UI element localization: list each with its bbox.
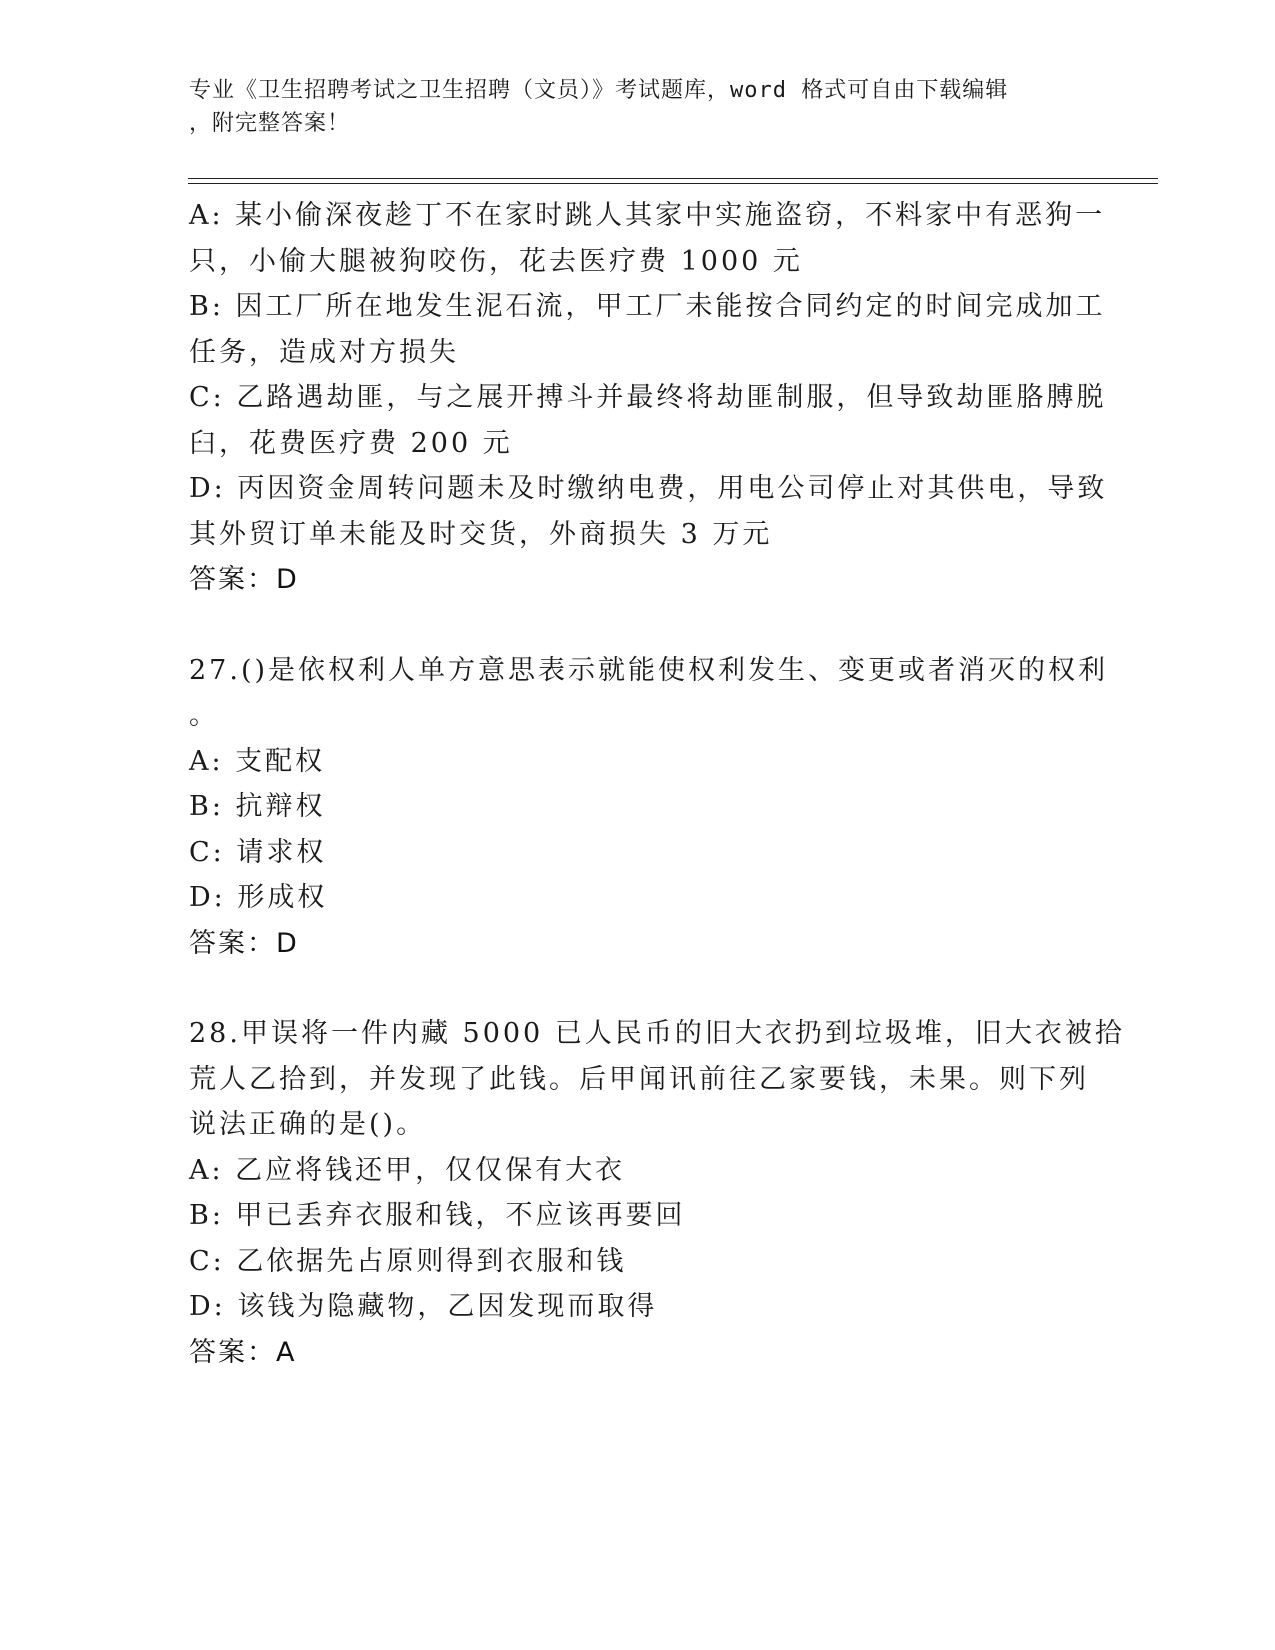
question-stem-line-2: 。 <box>189 700 219 731</box>
option-a: A: 乙应将钱还甲，仅仅保有大衣 <box>189 1154 626 1186</box>
question-list <box>189 193 1125 1375</box>
spacer <box>189 603 1089 648</box>
option-d-line-1: D: 丙因资金周转问题未及时缴纳电费，用电公司停止对其供电，导致 <box>189 473 1108 504</box>
question-stem-line-3: 说法正确的是()。 <box>189 1109 427 1140</box>
question-stem-line-1: 28.甲误将一件内藏 5000 已人民币的旧大衣扔到垃圾堆，旧大衣被拾 <box>189 1018 1125 1049</box>
option-b-line-2: 任务，造成对方损失 <box>189 336 459 368</box>
option-d: D: 形成权 <box>189 882 328 913</box>
header-divider-top <box>188 178 1158 179</box>
answer-26: 答案：D <box>189 564 299 595</box>
option-c: C: 乙依据先占原则得到衣服和钱 <box>189 1245 627 1277</box>
header-line-2: ，附完整答案！ <box>189 111 351 136</box>
answer-27: 答案：D <box>189 927 299 959</box>
question-stem-line-2: 荒人乙拾到，并发现了此钱。后甲闻讯前往乙家要钱，未果。则下列 <box>189 1063 1089 1095</box>
option-b: B: 抗辩权 <box>189 791 326 822</box>
header-divider-bottom <box>188 183 1158 184</box>
option-a: A: 支配权 <box>189 745 326 777</box>
option-c-line-2: 臼，花费医疗费 200 元 <box>189 427 513 459</box>
question-stem-line-1: 27.()是依权利人单方意思表示就能使权利发生、变更或者消灭的权利 <box>189 654 1109 686</box>
option-b-line-1: B: 因工厂所在地发生泥石流，甲工厂未能按合同约定的时间完成加工 <box>189 291 1106 322</box>
question-28 <box>189 1011 1125 1375</box>
option-c: C: 请求权 <box>189 836 327 868</box>
document-header <box>189 74 1069 140</box>
spacer <box>189 966 1089 1011</box>
question-26-options <box>189 193 1108 603</box>
option-d: D: 该钱为隐藏物，乙因发现而取得 <box>189 1291 658 1322</box>
question-27 <box>189 648 1109 967</box>
header-line-1: 专业《卫生招聘考试之卫生招聘（文员）》考试题库，word 格式可自由下载编辑 <box>189 78 1009 103</box>
option-d-line-2: 其外贸订单未能及时交货，外商损失 3 万元 <box>189 518 773 550</box>
answer-28: 答案：A <box>189 1336 297 1368</box>
option-a-line-2: 只，小偷大腿被狗咬伤，花去医疗费 1000 元 <box>189 245 803 277</box>
option-a-line-1: A: 某小偷深夜趁丁不在家时跳人其家中实施盗窃，不料家中有恶狗一 <box>189 200 1106 231</box>
option-c-line-1: C: 乙路遇劫匪，与之展开搏斗并最终将劫匪制服，但导致劫匪胳膊脱 <box>189 382 1107 413</box>
option-b: B: 甲已丢弃衣服和钱，不应该再要回 <box>189 1200 686 1231</box>
